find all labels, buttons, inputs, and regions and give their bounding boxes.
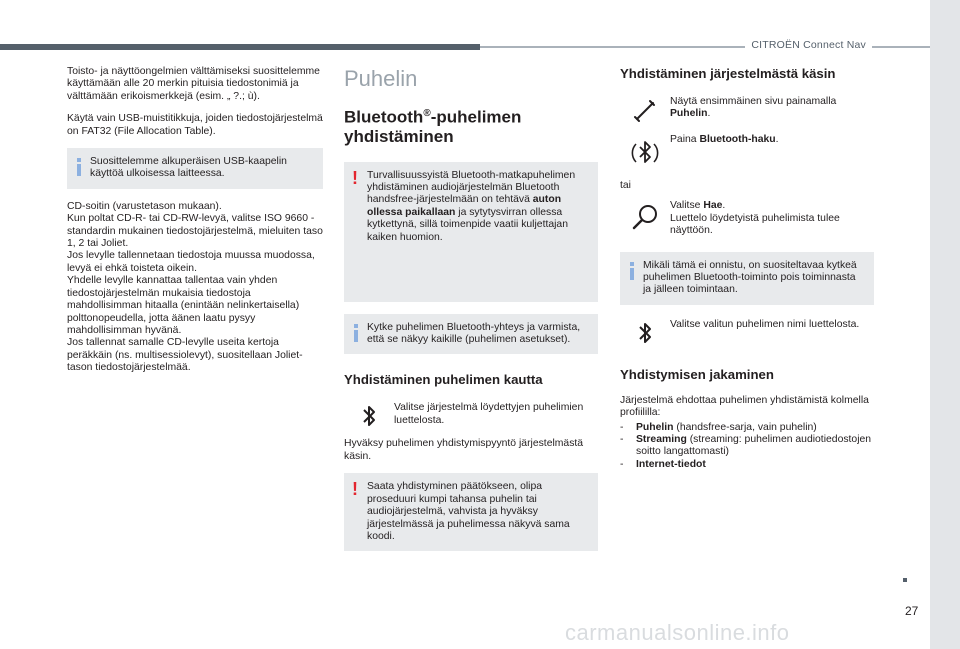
step-text-post: . (775, 134, 779, 145)
step-telephone-page (620, 94, 874, 122)
profile-item (620, 459, 874, 471)
step-search (620, 198, 874, 237)
warning-text-pre: Turvallisuussyistä Bluetooth-matkapuhelimen yhdistäminen audiojärjestelmän Bluetooth handsfree-järjestelmään on tehtävä (367, 169, 576, 206)
step-text: Valitse valitun puhelimen nimi luettelosta. (670, 318, 860, 330)
heading-bluetooth-word: Bluetooth (344, 107, 424, 127)
profile-desc: (handsfree-sarja, vain puhelin) (673, 421, 817, 433)
search-icon (620, 198, 670, 232)
step-text-bold: Bluetooth-haku (699, 134, 776, 145)
warning-text-bold: auton ollessa paikallaan (367, 194, 562, 218)
warning-icon: ! (352, 167, 358, 188)
end-of-section-mark (903, 578, 907, 582)
step-text-post: . (707, 108, 711, 120)
heading-pairing-word: -puhelimen yhdistäminen (344, 107, 522, 146)
column-phone (344, 66, 598, 563)
watermark: carmanualsonline.info (565, 620, 790, 645)
step-bluetooth-search (620, 132, 874, 170)
bluetooth-icon (620, 317, 670, 345)
label-or: tai (620, 180, 631, 191)
warning-icon: ! (352, 479, 358, 500)
warning-text: Saata yhdistyminen päätökseen, olipa proseduuri kumpi tahansa puhelin tai audiojärjestelmä, vahvista ja hyväksy järjestelmässä ja puhelimessa näkyvä sama koodi. (367, 481, 570, 542)
heading-bluetooth-pairing (344, 104, 598, 146)
header-title: CITROËN Connect Nav (745, 39, 872, 51)
step-text-pre: Paina (670, 134, 700, 145)
warning-text-post: ja sytytysvirran ollessa kytkettynä, sillä toimenpide vaatii kuljettajan kaiken huomion. (367, 206, 568, 243)
warning-code (344, 473, 598, 551)
page-number: 27 (905, 604, 919, 618)
column-usb-cd (67, 66, 323, 385)
step-text: Valitse järjestelmä löydettyjen puhelimien luettelosta. (394, 402, 584, 426)
info-icon (354, 324, 358, 342)
profile-name: Streaming (636, 434, 687, 446)
page-edge-band (930, 0, 960, 649)
paragraph-filenames: Toisto- ja näyttöongelmien välttämiseksi suosittelemme käyttämään alle 20 merkin pituisia tiedostonimiä ja välttämään erikoismerkkejä (esim. „ ?.; ù). (67, 66, 320, 102)
step-text-post: . Luettelo löydetyistä puhelimista tulee näyttöön. (670, 200, 840, 237)
step-text-bold: Puhelin (670, 108, 708, 120)
profile-item (620, 434, 874, 459)
paragraph-profiles-intro: Järjestelmä ehdottaa puhelimen yhdistämistä kolmella profiililla: (620, 394, 869, 419)
registered-mark: ® (423, 108, 431, 119)
step-text-bold: Hae (703, 200, 723, 212)
step-select-phone-name (620, 317, 874, 345)
heading-pair-via-phone: Yhdistäminen puhelimen kautta (344, 372, 543, 388)
info-note-text: Mikäli tämä ei onnistu, on suositeltavaa kytkeä puhelimen Bluetooth-toiminto pois toiminnasta ja jälleen toimintaan. (643, 259, 857, 296)
info-note-toggle-bluetooth (620, 252, 874, 305)
info-note-text: Kytke puhelimen Bluetooth-yhteys ja varmista, että se näkyy kaikille (puhelimen asetukset). (367, 321, 581, 346)
bluetooth-icon (344, 400, 394, 428)
header-rule-dark (0, 44, 480, 50)
warning-safety (344, 162, 598, 302)
info-note-text: Suosittelemme alkuperäisen USB-kaapelin käyttöä ulkoisessa laitteessa. (90, 156, 287, 180)
profile-name: Internet-tiedot (636, 458, 706, 470)
info-icon (77, 158, 81, 176)
column-pair-from-system (620, 66, 874, 471)
step-text (670, 132, 874, 146)
heading-pair-from-system: Yhdistäminen järjestelmästä käsin (620, 66, 836, 81)
step-text (670, 198, 874, 237)
heading-connection-sharing: Yhdistymisen jakaminen (620, 366, 774, 382)
section-title: Puhelin (344, 66, 418, 91)
info-note-usb-cable (67, 148, 323, 189)
step-text (670, 94, 874, 121)
paragraph-accept-request: Hyväksy puhelimen yhdistymispyyntö järjestelmästä käsin. (344, 438, 584, 462)
step-text-pre: Näytä ensimmäinen sivu painamalla (670, 96, 837, 107)
bluetooth-search-icon (620, 132, 670, 170)
paragraph-cd-player: CD-soitin (varustetason mukaan). Kun poltat CD-R- tai CD-RW-levyä, valitse ISO 9660 -standardin mukainen tiedostojärjestelmä, mieluiten taso 1, 2 tai Joliet. Jos levylle tallennetaan tiedostoja muussa muodossa, levyä ei ehkä toisteta oikein. Yhdelle levylle kannattaa tallentaa vain yhden tiedostojärjestelmän mukaisia tiedostoja mahdollisimman hitaalla (enintään nelinkertaisella) polttonopeudella, jotta äänen laatu pysyy mahdollisimman hyvänä. Jos tallennat samalle CD-levylle useita kertoja peräkkäin (ns. multisessiolevyt), suositellaan Joliet-tason tiedostojärjestelmää. (67, 200, 323, 374)
paragraph-fat32: Käytä vain USB-muistitikkuja, joiden tiedostojärjestelmä on FAT32 (File Allocation Table). (67, 113, 323, 137)
info-icon (630, 262, 634, 280)
profile-desc: (streaming: puhelimen audiotiedostojen soitto langattomasti) (636, 434, 872, 458)
step-text-pre: Valitse (670, 200, 704, 212)
profile-list (620, 422, 874, 472)
profile-name: Puhelin (636, 421, 674, 433)
info-note-visibility (344, 314, 598, 355)
handset-icon (620, 94, 670, 122)
step-select-system (344, 400, 598, 428)
profile-item (620, 422, 874, 434)
